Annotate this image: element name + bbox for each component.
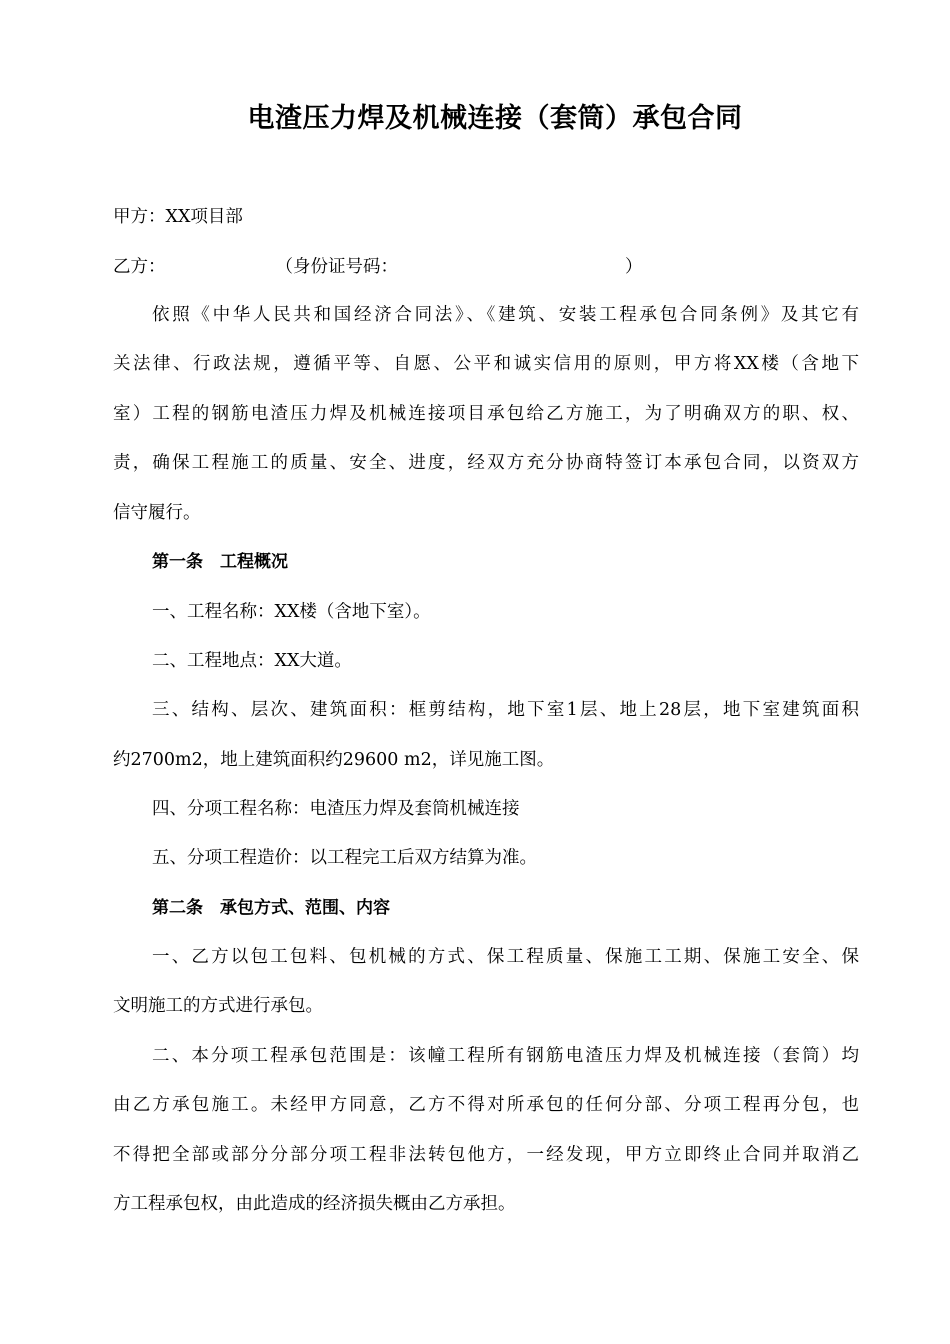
preamble-line: 室）工程的钢筋电渣压力焊及机械连接项目承包给乙方施工，为了明确双方的职、权、 [113,404,859,424]
article-1-item: 五、分项工程造价：以工程完工后双方结算为准。 [152,848,537,868]
party-b-id-open: （身份证号码： [275,257,398,277]
article-1-item: 一、工程名称：XX楼（含地下室）。 [152,602,431,622]
article-2-item-continuation: 由乙方承包施工。未经甲方同意，乙方不得对所承包的任何分部、分项工程再分包，也 [113,1095,859,1115]
contract-title: 电渣压力焊及机械连接（套筒）承包合同 [247,103,743,134]
party-b-id-close: ） [625,257,643,277]
party-a-line: 甲方：XX项目部 [113,207,243,227]
article-1-heading: 第一条 工程概况 [152,552,288,572]
party-b-line [113,255,859,279]
article-2-item: 一、乙方以包工包料、包机械的方式、保工程质量、保施工工期、保施工安全、保 [152,947,859,967]
article-1-item: 四、分项工程名称：电渣压力焊及套筒机械连接 [152,799,520,819]
article-2-item: 二、本分项工程承包范围是：该幢工程所有钢筋电渣压力焊及机械连接（套筒）均 [152,1046,859,1066]
article-2-item-continuation: 方工程承包权，由此造成的经济损失概由乙方承担。 [113,1194,516,1214]
article-1-item-continuation: 约2700m2，地上建筑面积约29600 m2，详见施工图。 [113,750,555,770]
preamble-line: 关法律、行政法规，遵循平等、自愿、公平和诚实信用的原则，甲方将XX楼（含地下 [113,354,859,374]
preamble-line: 责，确保工程施工的质量、安全、进度，经双方充分协商特签订本承包合同，以资双方 [113,453,859,473]
article-2-item-continuation: 文明施工的方式进行承包。 [113,996,323,1016]
article-2-item-continuation: 不得把全部或部分分部分项工程非法转包他方，一经发现，甲方立即终止合同并取消乙 [113,1145,859,1165]
preamble-line: 依照《中华人民共和国经济合同法》、《建筑、安装工程承包合同条例》及其它有 [152,305,859,325]
preamble-line: 信守履行。 [113,503,201,523]
party-b-label: 乙方： [113,257,166,277]
article-1-item: 二、工程地点：XX大道。 [152,651,352,671]
article-1-item: 三、结构、层次、建筑面积：框剪结构，地下室1层、地上28层，地下室建筑面积 [152,700,859,720]
article-2-heading: 第二条 承包方式、范围、内容 [152,898,390,918]
